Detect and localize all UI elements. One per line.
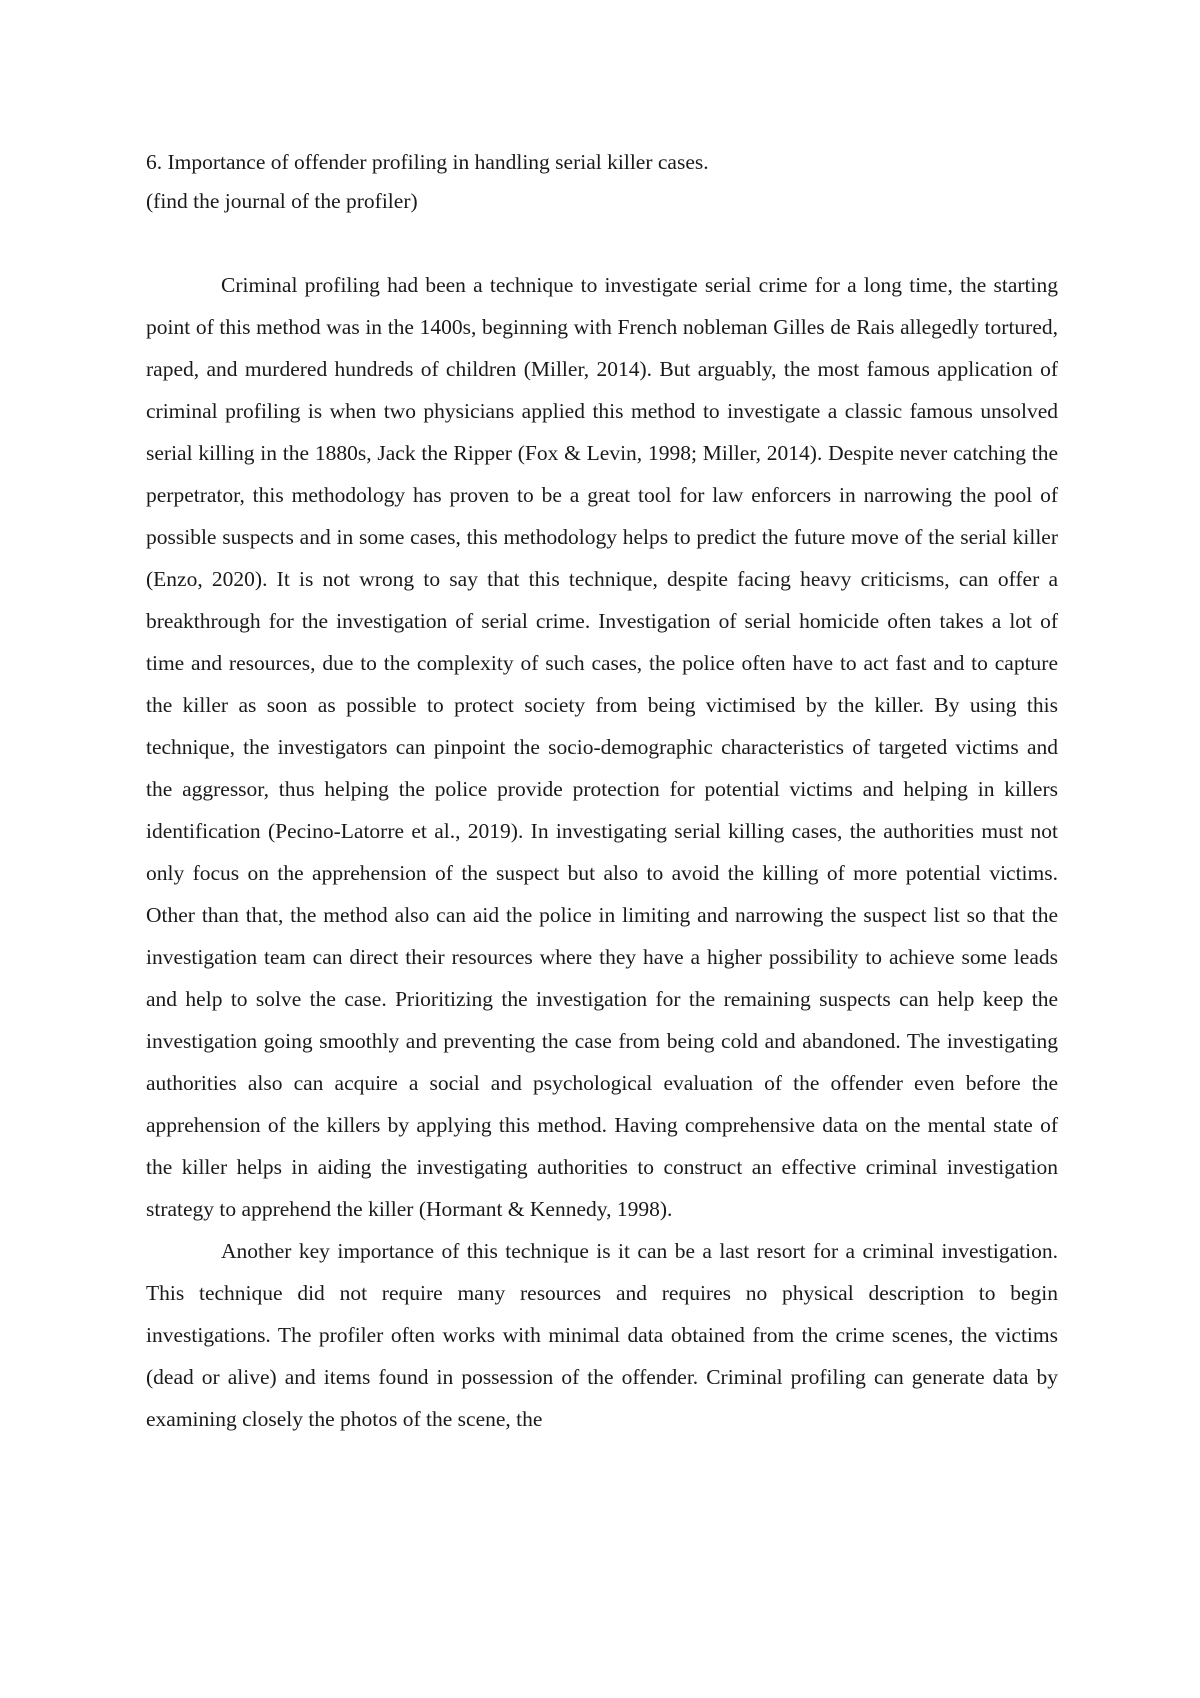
document-body <box>146 144 1058 1440</box>
paragraph-spacer <box>146 222 1058 264</box>
body-paragraph-1: Criminal profiling had been a technique to investigate serial crime for a long time, the starting point of this method was in the 1400s, beginning with French nobleman Gilles de Rais allegedly tortured, raped, and murdered hundreds of children (Miller, 2014). But arguably, the most famous application of criminal profiling is when two physicians applied this method to investigate a classic famous unsolved serial killing in the 1880s, Jack the Ripper (Fox & Levin, 1998; Miller, 2014). Despite never catching the perpetrator, this methodology has proven to be a great tool for law enforcers in narrowing the pool of possible suspects and in some cases, this methodology helps to predict the future move of the serial killer (Enzo, 2020). It is not wrong to say that this technique, despite facing heavy criticisms, can offer a breakthrough for the investigation of serial crime. Investigation of serial homicide often takes a lot of time and resources, due to the complexity of such cases, the police often have to act fast and to capture the killer as soon as possible to protect society from being victimised by the killer. By using this technique, the investigators can pinpoint the socio-demographic characteristics of targeted victims and the aggressor, thus helping the police provide protection for potential victims and helping in killers identification (Pecino-Latorre et al., 2019). In investigating serial killing cases, the authorities must not only focus on the apprehension of the suspect but also to avoid the killing of more potential victims. Other than that, the method also can aid the police in limiting and narrowing the suspect list so that the investigation team can direct their resources where they have a higher possibility to achieve some leads and help to solve the case. Prioritizing the investigation for the remaining suspects can help keep the investigation going smoothly and preventing the case from being cold and abandoned. The investigating authorities also can acquire a social and psychological evaluation of the offender even before the apprehension of the killers by applying this method. Having comprehensive data on the mental state of the killer helps in aiding the investigating authorities to construct an effective criminal investigation strategy to apprehend the killer (Hormant & Kennedy, 1998). <box>146 273 1058 1221</box>
section-heading: 6. Importance of offender profiling in handling serial killer cases. <box>146 150 709 174</box>
section-note: (find the journal of the profiler) <box>146 189 418 213</box>
body-paragraph-2: Another key importance of this technique is it can be a last resort for a criminal investigation. This technique did not require many resources and requires no physical description to begin investigations. The profiler often works with minimal data obtained from the crime scenes, the victims (dead or alive) and items found in possession of the offender. Criminal profiling can generate data by examining closely the photos of the scene, the <box>146 1239 1058 1431</box>
